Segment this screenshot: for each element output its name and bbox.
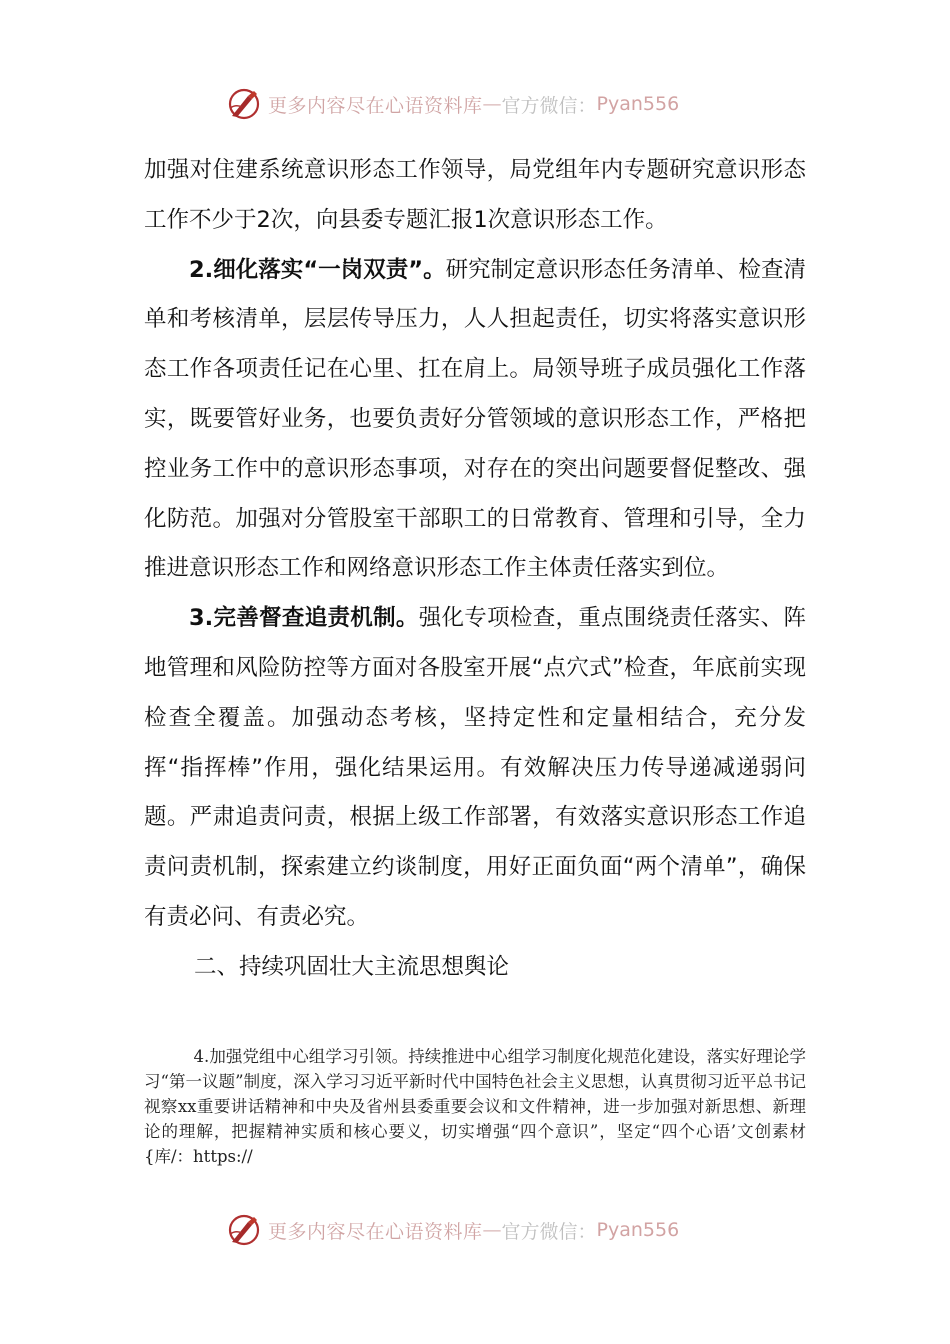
paragraph-1: 加强对住建系统意识形态工作领导，局党组年内专题研究意识形态工作不少于2次，向县委专题汇报1次意识形态工作。 — [144, 157, 806, 233]
paragraph-3-title: 3.完善督查追责机制。 — [189, 605, 419, 632]
footer-banner — [226, 1210, 726, 1250]
banner-text: 更多内容尽在心语资料库 — [268, 1220, 483, 1243]
banner-wechat-id: Pyan556 — [596, 1219, 680, 1241]
banner-text: 更多内容尽在心语资料库 — [268, 94, 483, 117]
header-banner — [226, 84, 726, 124]
paragraph-2-title: 2.细化落实“一岗双责”。 — [189, 256, 446, 283]
section-heading-2: 二、持续巩固壮大主流思想舆论 — [194, 953, 510, 980]
paragraph-3 — [144, 594, 806, 943]
paragraph-3-text: 强化专项检查，重点围绕责任落实、阵地管理和风险防控等方面对各股室开展“点穴式”检查，年底前实现检查全覆盖。加强动态考核，坚持定性和定量相结合，充分发挥“指挥棒”作用，强化结果运用。有效解决压力传导递减递弱问题。严肃追责问责，根据上级工作部署，有效落实意识形态工作追责问责机制，探索建立约谈制度，用好正面负面“两个清单”，确保有责必问、有责必究。 — [144, 605, 806, 930]
banner-wechat-label: 官方微信： — [501, 94, 597, 117]
banner-separator: — — [482, 1219, 502, 1241]
paragraph-4: 4.加强党组中心组学习引领。持续推进中心组学习制度化规范化建设，落实好理论学习“第一议题”制度，深入学习习近平新时代中国特色社会主义思想，认真贯彻习近平总书记视察xx重要讲话精神和中央及省州县委重要会议和文件精神，进一步加强对新思想、新理论的理解，把握精神实质和核心要义，切实增强“四个意识”，坚定“四个心语’文创素材{库/：https:// — [144, 1047, 806, 1166]
banner-wechat-id: Pyan556 — [596, 93, 680, 115]
document-body — [144, 146, 806, 993]
paragraph-2-text: 研究制定意识形态任务清单、检查清单和考核清单，层层传导压力，人人担起责任，切实将落实意识形态工作各项责任记在心里、扛在肩上。局领导班子成员强化工作落实，既要管好业务，也要负责好分管领域的意识形态工作，严格把控业务工作中的意识形态事项，对存在的突出问题要督促整改、强化防范。加强对分管股室干部职工的日常教育、管理和引导，全力推进意识形态工作和网络意识形态工作主体责任落实到位。 — [144, 256, 806, 582]
banner-separator: — — [482, 93, 502, 115]
banner-wechat-label: 官方微信： — [501, 1220, 597, 1243]
paragraph-2 — [144, 246, 806, 595]
pen-logo-icon — [226, 1212, 262, 1248]
pen-logo-icon — [226, 86, 262, 122]
